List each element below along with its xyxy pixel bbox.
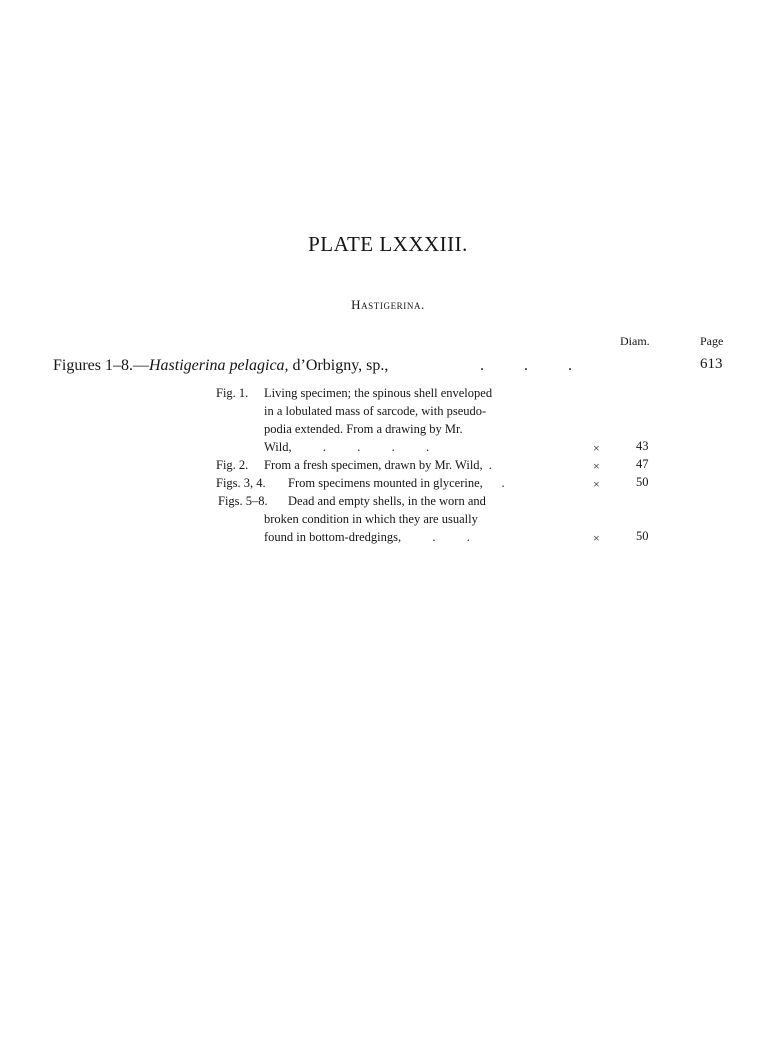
- main-entry-leader: . . .: [480, 357, 572, 374]
- diam-column-header: Diam.: [620, 334, 650, 348]
- species-author: d’Orbigny, sp.,: [288, 357, 389, 374]
- fig-5-8-times: ×: [593, 531, 600, 545]
- main-entry-prefix: Figures 1–8.—: [53, 357, 149, 374]
- fig-2-line-1: From a fresh specimen, drawn by Mr. Wild, .: [264, 458, 493, 472]
- fig-3-4-diam: 50: [636, 475, 649, 489]
- page-column-header: Page: [700, 334, 724, 348]
- fig-2-times: ×: [593, 459, 600, 473]
- genus-heading: Hastigerina.: [351, 297, 425, 312]
- fig-5-8-line-2: broken condition in which they are usually: [264, 512, 478, 526]
- fig-5-8-label: Figs. 5–8.: [218, 494, 268, 508]
- main-entry-page: 613: [700, 356, 723, 372]
- fig-1-times: ×: [593, 441, 600, 455]
- fig-3-4-label: Figs. 3, 4.: [216, 476, 266, 490]
- fig-5-8-diam: 50: [636, 529, 649, 543]
- fig-5-8-line-1: Dead and empty shells, in the worn and: [288, 494, 486, 508]
- species-name: Hastigerina pelagica,: [149, 357, 289, 374]
- fig-3-4-times: ×: [593, 477, 600, 491]
- main-entry: [53, 357, 388, 375]
- fig-1-line-4: Wild, . . . .: [264, 440, 430, 454]
- fig-1-label: Fig. 1.: [216, 386, 249, 400]
- fig-1-line-2: in a lobulated mass of sarcode, with pseudo-: [264, 404, 487, 418]
- fig-2-diam: 47: [636, 457, 649, 471]
- fig-2-label: Fig. 2.: [216, 458, 249, 472]
- fig-1-line-1: Living specimen; the spinous shell enveloped: [264, 386, 493, 400]
- fig-3-4-line-1: From specimens mounted in glycerine, .: [288, 476, 505, 490]
- fig-5-8-line-3: found in bottom-dredgings, . .: [264, 530, 470, 544]
- plate-title: PLATE LXXXIII.: [308, 232, 468, 256]
- fig-1-line-3: podia extended. From a drawing by Mr.: [264, 422, 463, 436]
- fig-1-diam: 43: [636, 439, 649, 453]
